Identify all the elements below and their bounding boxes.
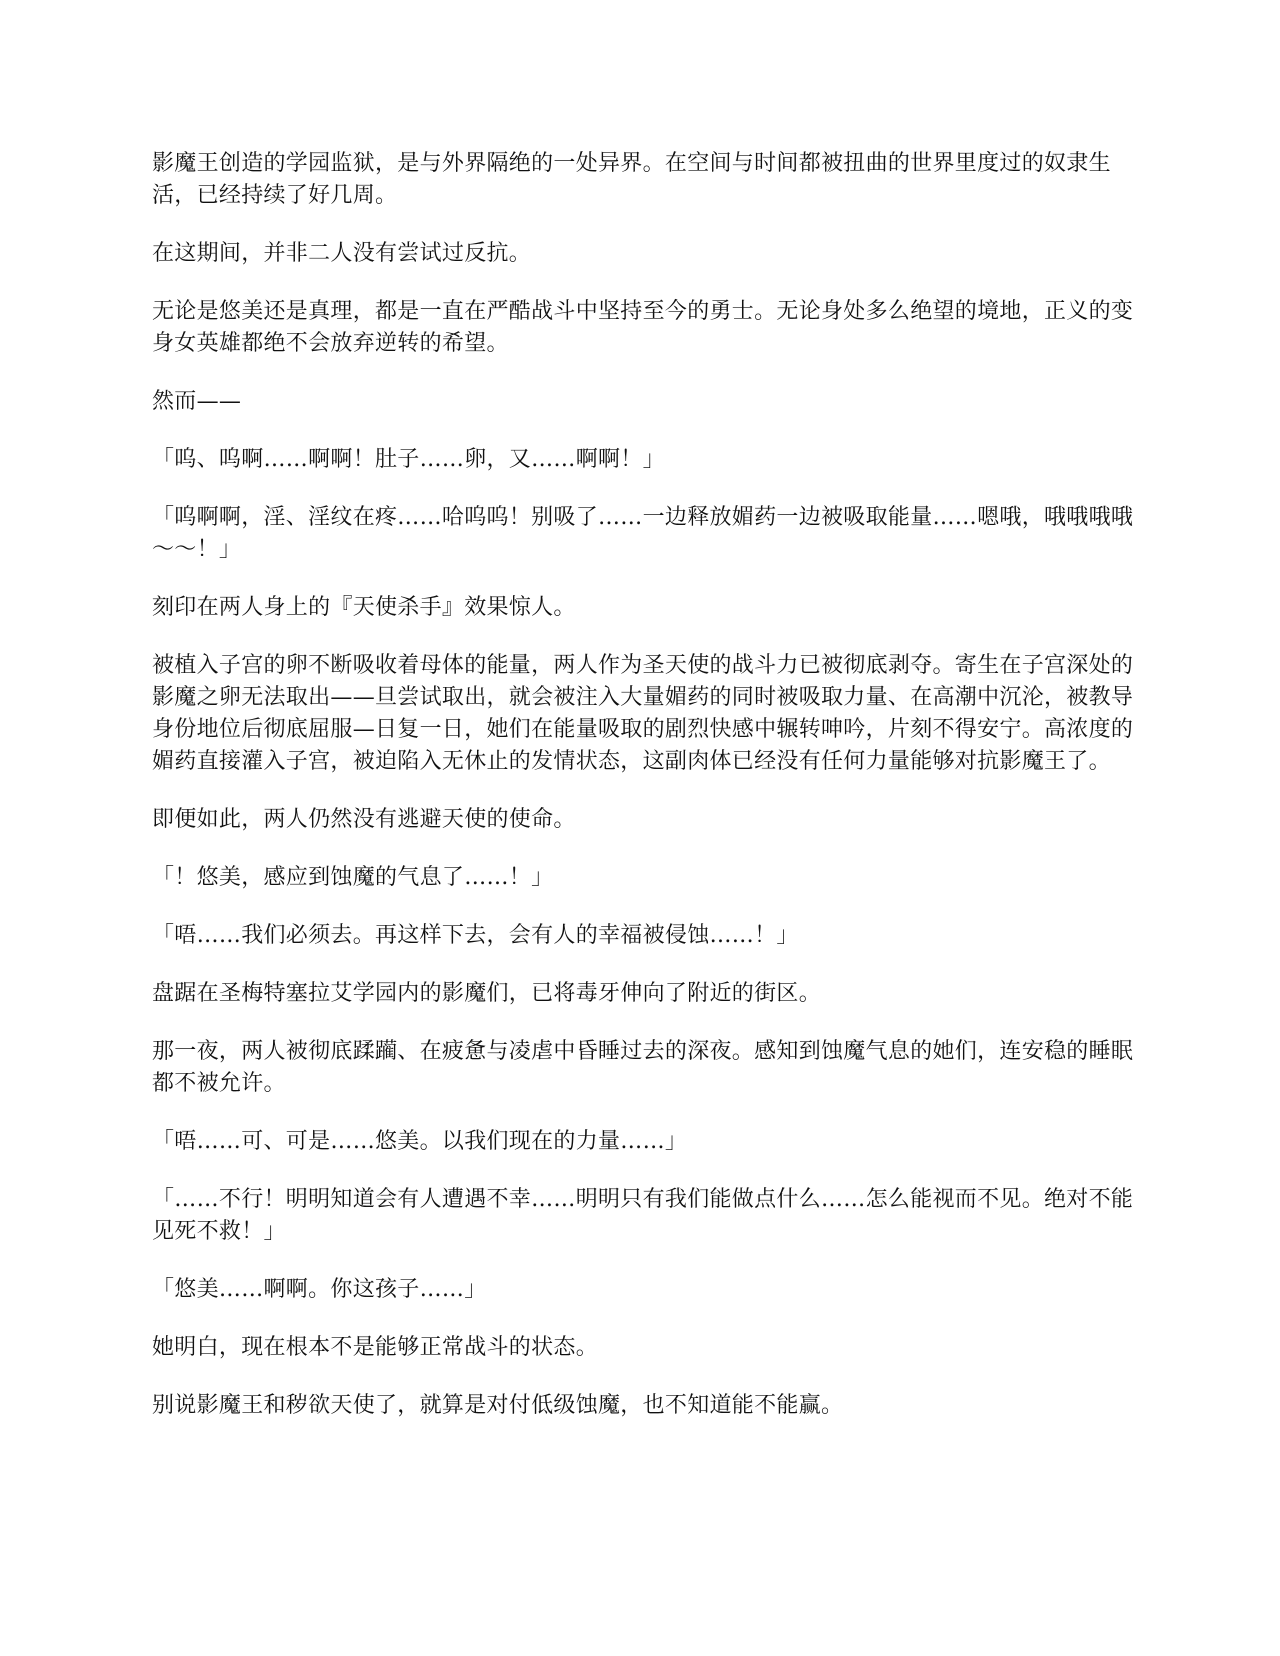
paragraph-18: 别说影魔王和秽欲天使了，就算是对付低级蚀魔，也不知道能不能赢。 [152,1393,844,1418]
paragraph-1: 影魔王创造的学园监狱，是与外界隔绝的一处异界。在空间与时间都被扭曲的世界里度过的奴隶生活，已经持续了好几周。 [152,151,1111,208]
paragraph-13: 那一夜，两人被彻底蹂躏、在疲惫与凌虐中昏睡过去的深夜。感知到蚀魔气息的她们，连安稳的睡眠都不被允许。 [152,1039,1134,1096]
paragraph-7: 刻印在两人身上的『天使杀手』效果惊人。 [152,595,576,620]
dialogue-1: 「呜、呜啊……啊啊！肚子……卵，又……啊啊！」 [152,447,665,472]
dialogue-5: 「唔……可、可是……悠美。以我们现在的力量……」 [152,1129,688,1154]
paragraph-3: 无论是悠美还是真理，都是一直在严酷战斗中坚持至今的勇士。无论身处多么绝望的境地，正义的变身女英雄都绝不会放弃逆转的希望。 [152,299,1134,356]
paragraph-12: 盘踞在圣梅特塞拉艾学园内的影魔们，已将毒牙伸向了附近的街区。 [152,981,822,1006]
dialogue-6: 「……不行！明明知道会有人遭遇不幸……明明只有我们能做点什么……怎么能视而不见。绝对不能见死不救！」 [152,1187,1134,1244]
paragraph-9: 即便如此，两人仍然没有逃避天使的使命。 [152,807,576,832]
paragraph-17: 她明白，现在根本不是能够正常战斗的状态。 [152,1335,599,1360]
dialogue-3: 「！悠美，感应到蚀魔的气息了……！」 [152,865,554,890]
paragraph-4: 然而—— [152,389,242,414]
paragraph-2: 在这期间，并非二人没有尝试过反抗。 [152,241,532,266]
paragraph-8: 被植入子宫的卵不断吸收着母体的能量，两人作为圣天使的战斗力已被彻底剥夺。寄生在子宫深处的影魔之卵无法取出——旦尝试取出，就会被注入大量媚药的同时被吸取力量、在高潮中沉沦，被教导身份地位后彻底屈服—日复一日，她们在能量吸取的剧烈快感中辗转呻吟，片刻不得安宁。高浓度的媚药直接灌入子宫，被迫陷入无休止的发情状态，这副肉体已经没有任何力量能够对抗影魔王了。 [152,653,1134,774]
text-column [152,148,1142,1448]
dialogue-4: 「唔……我们必须去。再这样下去，会有人的幸福被侵蚀……！」 [152,923,799,948]
dialogue-2: 「呜啊啊，淫、淫纹在疼……哈呜呜！别吸了……一边释放媚药一边被吸取能量……嗯哦，哦哦哦哦～～！」 [152,505,1134,562]
dialogue-7: 「悠美……啊啊。你这孩子……」 [152,1277,487,1302]
